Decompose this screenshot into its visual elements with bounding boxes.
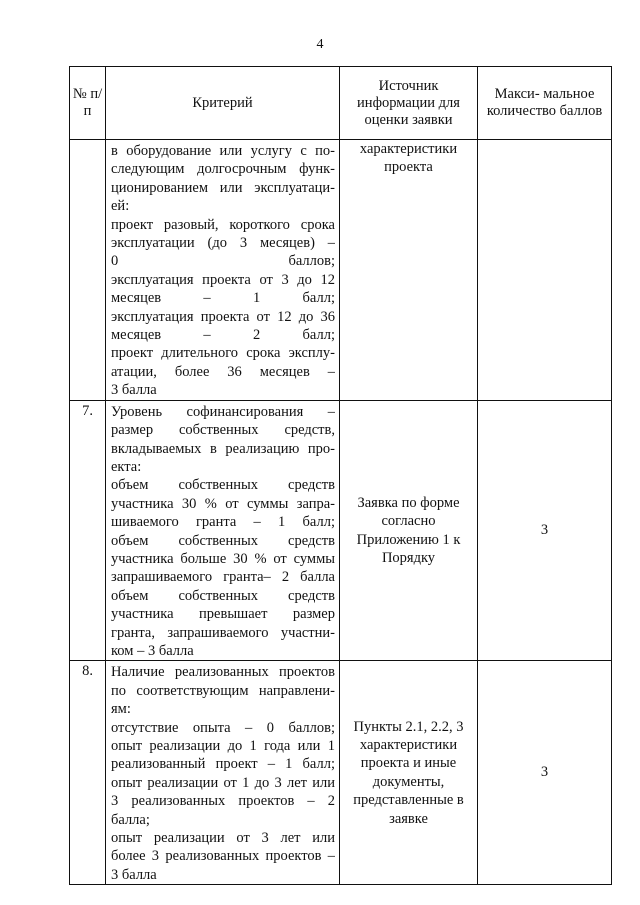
max-points-cell [478,140,612,401]
max-points-cell: 3 [478,661,612,885]
criterion-line: следующим долгосрочным функ- [111,161,335,178]
criterion-line: эксплуатация проекта от 12 до 36 [111,308,335,325]
table-row [70,400,612,661]
criterion-line: реализованный проект – 1 балл; [111,756,335,773]
max-points-cell: 3 [478,400,612,661]
criteria-table [69,66,612,885]
source-cell [340,661,478,885]
header-max-points: Макси- мальное количество баллов [478,67,612,140]
table-row [70,140,612,401]
criterion-line: более 3 реализованных проектов – [111,848,335,865]
row-number: 8. [70,661,106,885]
criterion-line: ям: [111,701,131,718]
source-text: Пункты 2.1, 2.2, 3 характеристики проекта и иные документы, представленные в заявке [353,718,464,827]
criterion-line: в оборудование или услугу с по- [111,143,335,159]
criterion-line: гранта, запрашиваемого участни- [111,624,335,641]
criterion-line: 0 баллов; [111,253,335,270]
criterion-line: ком – 3 балла [111,642,194,659]
criterion-line: объем собственных средств [111,587,335,604]
criterion-line: Наличие реализованных проектов [111,664,335,681]
criterion-line: опыт реализации до 1 года или 1 [111,738,335,754]
criterion-line: проект разовый, короткого срока [111,216,335,233]
criterion-line: опыт реализации от 1 до 3 лет или [111,774,335,791]
criterion-text [106,140,339,400]
header-criterion: Критерий [106,67,340,140]
criterion-line: месяцев – 2 балл; [111,327,335,344]
criterion-line: ционированием или эксплуатаци- [111,179,335,196]
criterion-line: по соответствующим направлени- [111,682,335,699]
source-cell [340,140,478,401]
criterion-line: эксплуатация проекта от 3 до 12 [111,271,335,288]
criterion-line: 3 реализованных проектов – 2 [111,793,335,810]
criterion-line: балла; [111,811,150,828]
criterion-line: проект длительного срока эксплу- [111,345,335,362]
criterion-line: эксплуатации (до 3 месяцев) – [111,235,335,252]
criterion-line: размер собственных средств, [111,422,335,439]
criterion-line: участника 30 % от суммы запра- [111,495,335,512]
source-text: Заявка по форме согласно Приложению 1 к Порядку [356,494,461,566]
criterion-line: опыт реализации от 3 лет или [111,830,335,847]
table-row [70,661,612,885]
criterion-text [106,661,339,884]
criterion-line: объем собственных средств [111,477,335,494]
criterion-line: запрашиваемого гранта– 2 балла [111,569,335,586]
header-number: № п/п [70,67,106,140]
criterion-text [106,401,339,661]
header-source: Источник информации для оценки заявки [340,67,478,140]
criterion-line: 3 балла [111,866,157,883]
row-number: 7. [70,400,106,661]
criterion-line: атации, более 36 месяцев – [111,363,335,380]
criterion-line: вкладываемых в реализацию про- [111,440,335,457]
criterion-cell [106,140,340,401]
criterion-line: ей: [111,198,130,215]
criterion-line: отсутствие опыта – 0 баллов; [111,719,335,736]
row-number [70,140,106,401]
criterion-line: участника больше 30 % от суммы [111,550,335,567]
criterion-line: Уровень софинансирования – [111,403,335,420]
criterion-line: екта: [111,458,142,475]
criterion-line: 3 балла [111,382,157,399]
criterion-line: месяцев – 1 балл; [111,290,335,307]
criterion-line: объем собственных средств [111,532,335,549]
source-text: характеристики проекта [359,141,458,176]
criterion-cell [106,661,340,885]
page-number: 4 [316,37,324,52]
source-cell [340,400,478,661]
criterion-line: участника превышает размер [111,606,335,623]
criterion-line: шиваемого гранта – 1 балл; [111,514,335,531]
criterion-cell [106,400,340,661]
